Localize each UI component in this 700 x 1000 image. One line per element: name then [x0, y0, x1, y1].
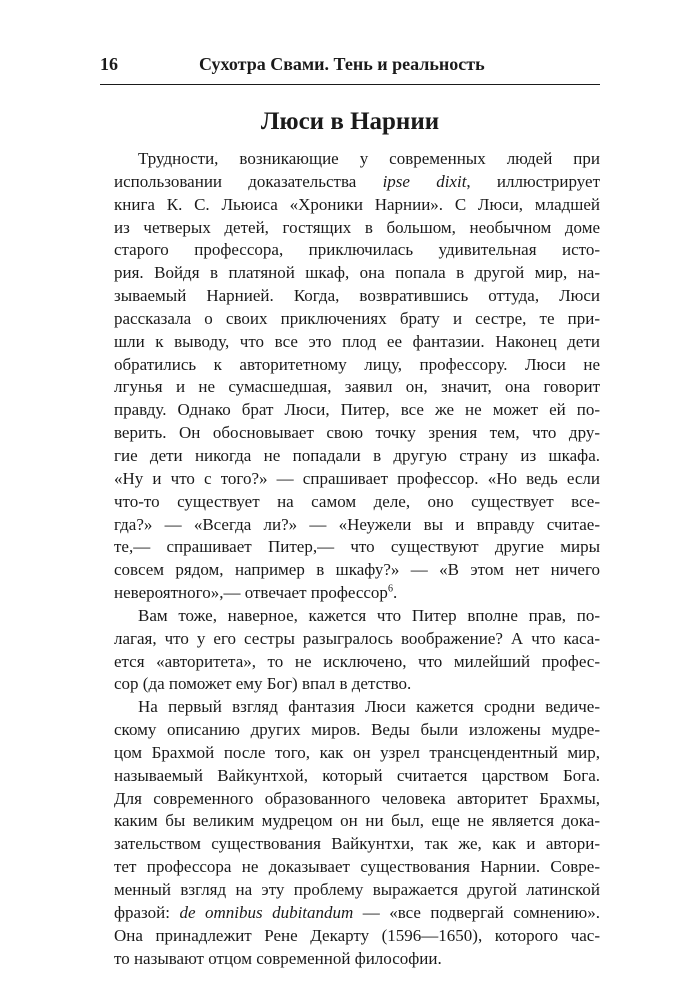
text-line: сор (да поможет ему Бог) впал в детство.: [114, 674, 412, 694]
text-line: старого профессора, приключилась удивительная исто-: [114, 240, 600, 260]
text-line: книга К. С. Льюиса «Хроники Нарнии». С Люси, младшей: [114, 194, 600, 214]
text-line: «Ну и что с того?» — спрашивает профессор. «Но ведь если: [114, 468, 600, 488]
text-line: те,— спрашивает Питер,— что существуют другие миры: [114, 537, 600, 557]
text-line: невероятного»,— отвечает профессор$^6$.: [114, 583, 398, 603]
paragraph: [114, 605, 600, 696]
text-line: верить. Он обосновывает свою точку зрения тем, что дру-: [114, 423, 600, 443]
text-line: то называют отцом современной философии.: [114, 948, 442, 968]
text-line: менный взгляд на эту проблему выражается другой латинской: [114, 880, 600, 899]
latin-phrase: de omnibus dubitandum: [179, 902, 354, 922]
text-line: что-то существует на самом деле, оно существует все-: [114, 491, 600, 511]
text-line: использовании доказательства ipse dixit, иллюстрирует: [114, 171, 600, 191]
text-line: рассказала о своих приключениях брату и сестре, те при-: [114, 308, 600, 328]
text-line: На первый взгляд фантазия Люси кажется сродни ведиче-: [138, 697, 600, 717]
body-text: [114, 148, 600, 970]
text-line: цом Брахмой после того, как он узрел трансцендентный мир,: [114, 742, 600, 762]
paragraph: [114, 148, 600, 605]
text-line: гда?» — «Всегда ли?» — «Неужели вы и вправду считае-: [114, 514, 600, 534]
paragraph: [114, 696, 600, 970]
chapter-title: Люси в Нарнии: [260, 108, 440, 135]
page-number: 16: [100, 54, 118, 74]
text-line: фразой: de omnibus dubitandum — «все подвергай сомнению».: [114, 902, 601, 922]
text-line: Трудности, возникающие у современных людей при: [138, 149, 600, 168]
latin-phrase: ipse dixit: [382, 171, 467, 191]
text-line: зательством существования Вайкунтхи, так же, как и автори-: [114, 834, 600, 854]
text-line: лгунья и не сумасшедшая, заявил он, значит, она говорит: [114, 377, 600, 397]
text-line: Для современного образованного человека авторитет Брахмы,: [114, 788, 600, 808]
text-line: называемый Вайкунтхой, который считается царством Бога.: [114, 765, 600, 785]
text-line: правду. Однако брат Люси, Питер, все же не может ей по-: [114, 400, 600, 420]
text-line: ется «авторитета», то не исключено, что милейший профес-: [114, 651, 600, 671]
text-line: Вам тоже, наверное, кажется что Питер вполне прав, по-: [138, 605, 600, 625]
text-line: совсем рядом, например в шкафу?» — «В этом нет ничего: [114, 560, 600, 580]
header-rule: [100, 84, 600, 85]
text-line: рия. Войдя в платяной шкаф, она попала в другой мир, на-: [114, 263, 600, 283]
text-line: скому описанию других миров. Веды были изложены мудре-: [114, 720, 600, 740]
text-line: гие дети никогда не попадали в другую страну из шкафа.: [114, 445, 600, 465]
text-line: тет профессора не доказывает существования Нарнии. Совре-: [114, 857, 600, 877]
text-line: обратились к авторитетному лицу, профессору. Люси не: [114, 354, 600, 374]
text-line: каким бы великим мудрецом он ни был, еще не является дока-: [114, 811, 600, 831]
text-line: из четверых детей, гостящих в большом, необычном доме: [114, 217, 600, 237]
text-line: зываемый Нарнией. Когда, возвратившись оттуда, Люси: [114, 286, 600, 306]
text-line: Она принадлежит Рене Декарту (1596—1650), которого час-: [114, 925, 600, 945]
running-title: Сухотра Свами. Тень и реальность: [199, 54, 485, 74]
page-header: [100, 54, 600, 75]
text-line: шли к выводу, что все это плод ее фантазии. Наконец дети: [114, 331, 600, 351]
text-line: лагая, что у его сестры разыгралось воображение? А что каса-: [114, 628, 600, 648]
footnote-marker: 6: [387, 583, 393, 595]
